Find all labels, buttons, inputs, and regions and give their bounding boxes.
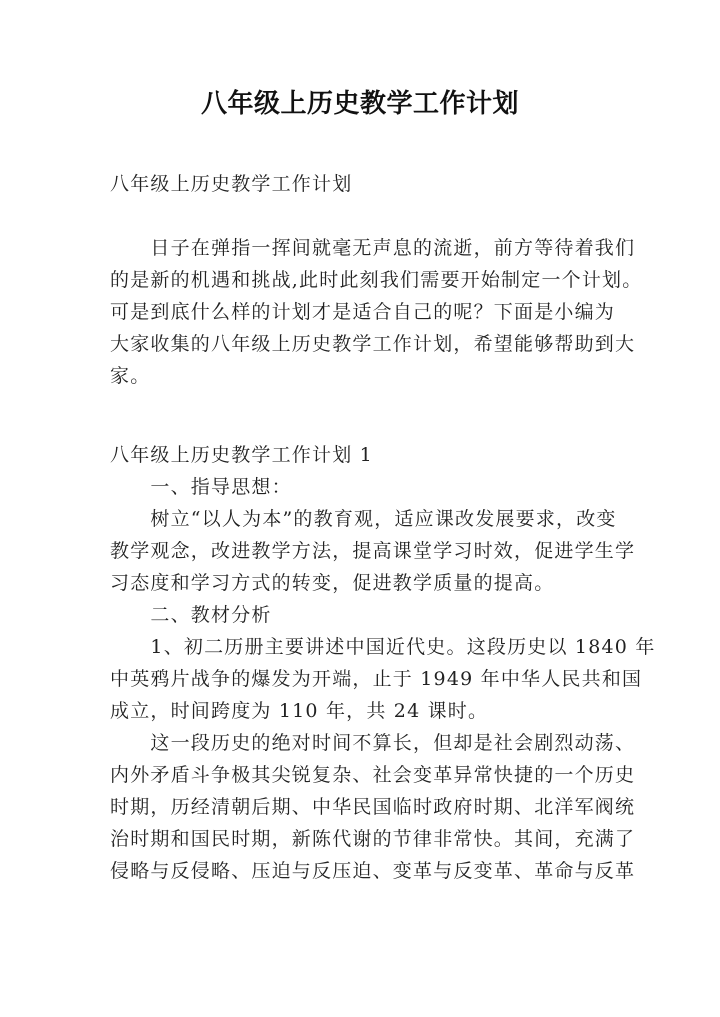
body-line: 树立“以人为本”的教育观，适应课改发展要求，改变 [110, 508, 617, 530]
plan-section [110, 439, 656, 887]
intro-line: 家。 [110, 365, 151, 387]
intro-paragraph [110, 232, 643, 392]
body-line: 教学观念，改进教学方法，提高课堂学习时效，促进学生学 [110, 540, 636, 562]
materials-analysis-heading: 二、教材分析 [110, 604, 272, 626]
intro-line: 日子在弹指一挥间就毫无声息的流逝，前方等待着我们 [110, 237, 636, 259]
body-line: 时期，历经清朝后期、中华民国临时政府时期、北洋军阀统 [110, 796, 636, 818]
body-line: 这一段历史的绝对时间不算长，但却是社会剧烈动荡、 [110, 732, 636, 754]
intro-line: 可是到底什么样的计划才是适合自己的呢？下面是小编为 [110, 301, 616, 323]
intro-line: 的是新的机遇和挑战,此时此刻我们需要开始制定一个计划。 [110, 269, 643, 291]
body-line: 侵略与反侵略、压迫与反压迫、变革与反变革、革命与反革 [110, 860, 636, 882]
body-line: 内外矛盾斗争极其尖锐复杂、社会变革异常快捷的一个历史 [110, 764, 636, 786]
body-line: 习态度和学习方式的转变，促进教学质量的提高。 [110, 572, 555, 594]
intro-line: 大家收集的八年级上历史教学工作计划，希望能够帮助到大 [110, 333, 636, 355]
body-line: 成立，时间跨度为 110 年，共 24 课时。 [110, 700, 489, 722]
body-line: 1、初二历册主要讲述中国近代史。这段历史以 1840 年 [110, 636, 656, 658]
body-line: 治时期和国民时期，新陈代谢的节律非常快。其间，充满了 [110, 828, 636, 850]
section-heading: 八年级上历史教学工作计划 1 [110, 444, 373, 466]
body-line: 中英鸦片战争的爆发为开端，止于 1949 年中华人民共和国 [110, 668, 643, 690]
document-title: 八年级上历史教学工作计划 [200, 89, 519, 119]
guiding-thought-heading: 一、指导思想： [110, 476, 292, 498]
document-subtitle: 八年级上历史教学工作计划 [110, 173, 353, 195]
